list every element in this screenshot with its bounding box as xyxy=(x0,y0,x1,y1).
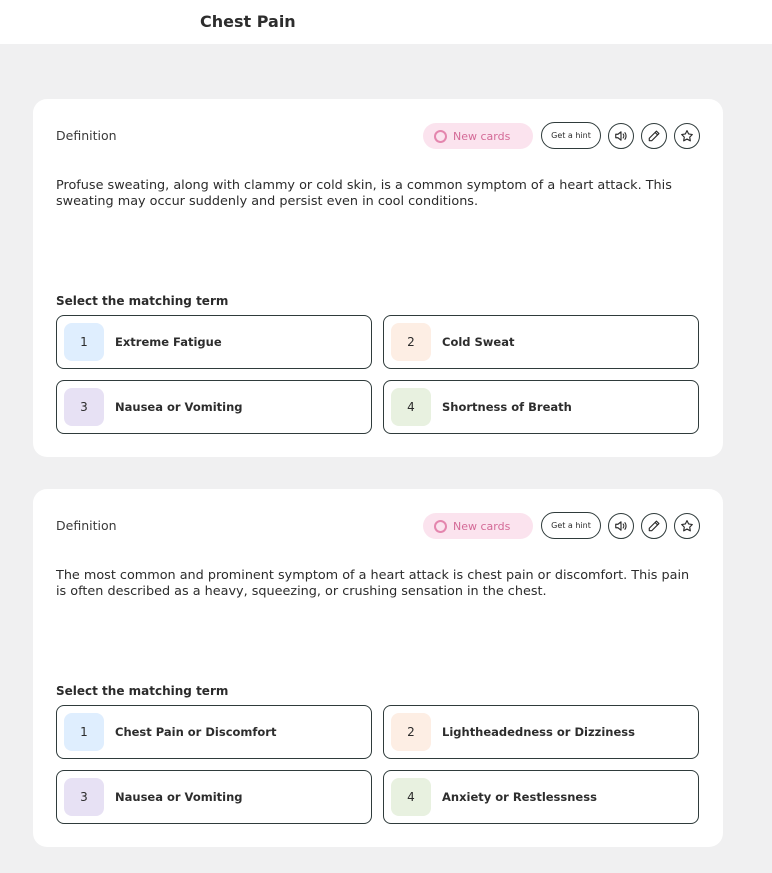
audio-button[interactable] xyxy=(608,513,634,539)
flashcard-1 xyxy=(33,99,723,457)
option-number: 4 xyxy=(391,778,431,816)
option-label: Extreme Fatigue xyxy=(115,335,222,349)
answer-option-1[interactable] xyxy=(56,705,372,759)
option-number: 3 xyxy=(64,388,104,426)
flashcard-2 xyxy=(33,489,723,847)
speaker-icon xyxy=(614,519,628,533)
option-label: Shortness of Breath xyxy=(442,400,572,414)
star-button[interactable] xyxy=(674,123,700,149)
option-label: Anxiety or Restlessness xyxy=(442,790,597,804)
get-hint-button[interactable]: Get a hint xyxy=(541,122,601,149)
top-bar xyxy=(0,0,772,44)
option-label: Chest Pain or Discomfort xyxy=(115,725,277,739)
circle-icon xyxy=(434,520,447,533)
edit-button[interactable] xyxy=(641,123,667,149)
new-cards-badge xyxy=(423,513,533,539)
pencil-icon xyxy=(647,519,661,533)
answer-option-2[interactable] xyxy=(383,705,699,759)
option-number: 1 xyxy=(64,323,104,361)
star-button[interactable] xyxy=(674,513,700,539)
star-icon xyxy=(680,519,694,533)
card-type-label: Definition xyxy=(56,128,117,143)
select-prompt: Select the matching term xyxy=(56,684,229,698)
option-number: 2 xyxy=(391,713,431,751)
option-number: 2 xyxy=(391,323,431,361)
answer-option-1[interactable] xyxy=(56,315,372,369)
definition-text: Profuse sweating, along with clammy or cold skin, is a common symptom of a heart attack. This sweating may occur suddenly and persist even in cool conditions. xyxy=(56,178,672,209)
option-number: 1 xyxy=(64,713,104,751)
option-number: 4 xyxy=(391,388,431,426)
option-label: Lightheadedness or Dizziness xyxy=(442,725,635,739)
option-number: 3 xyxy=(64,778,104,816)
audio-button[interactable] xyxy=(608,123,634,149)
answer-option-4[interactable] xyxy=(383,770,699,824)
speaker-icon xyxy=(614,129,628,143)
answer-option-4[interactable] xyxy=(383,380,699,434)
pencil-icon xyxy=(647,129,661,143)
answer-option-2[interactable] xyxy=(383,315,699,369)
circle-icon xyxy=(434,130,447,143)
option-label: Nausea or Vomiting xyxy=(115,400,243,414)
get-hint-button[interactable]: Get a hint xyxy=(541,512,601,539)
select-prompt: Select the matching term xyxy=(56,294,229,308)
answer-option-3[interactable] xyxy=(56,380,372,434)
answer-option-3[interactable] xyxy=(56,770,372,824)
option-label: Cold Sweat xyxy=(442,335,515,349)
edit-button[interactable] xyxy=(641,513,667,539)
badge-label: New cards xyxy=(453,129,511,143)
card-type-label: Definition xyxy=(56,518,117,533)
definition-text: The most common and prominent symptom of a heart attack is chest pain or discomfort. This pain is often described as a heavy, squeezing, or crushing sensation in the chest. xyxy=(56,568,690,599)
new-cards-badge xyxy=(423,123,533,149)
star-icon xyxy=(680,129,694,143)
option-label: Nausea or Vomiting xyxy=(115,790,243,804)
badge-label: New cards xyxy=(453,519,511,533)
page-title: Chest Pain xyxy=(200,12,296,31)
